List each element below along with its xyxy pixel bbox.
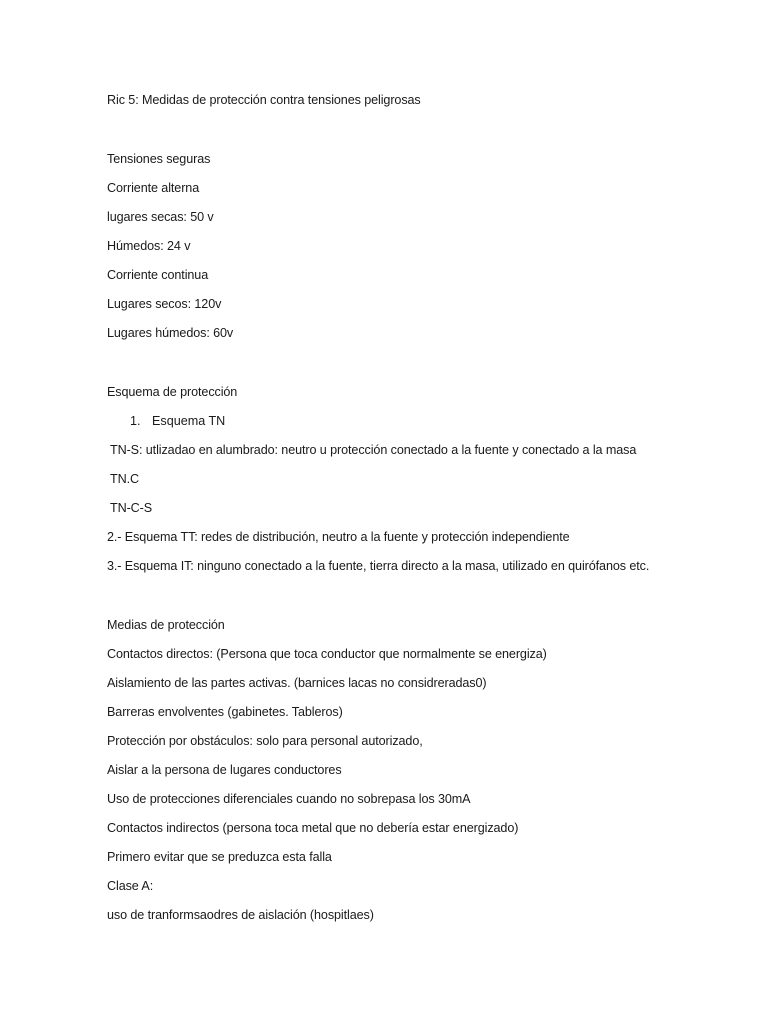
section-heading-esquema: Esquema de protección	[107, 385, 238, 399]
text-line: TN.C	[110, 472, 139, 486]
text-line: Lugares secos: 120v	[107, 297, 222, 311]
text-line: Uso de protecciones diferenciales cuando no sobrepasa los 30mA	[107, 792, 471, 806]
text-line: Lugares húmedos: 60v	[107, 326, 234, 340]
text-line: 2.- Esquema TT: redes de distribución, neutro a la fuente y protección independiente	[107, 530, 570, 544]
text-line: 3.- Esquema IT: ninguno conectado a la fuente, tierra directo a la masa, utilizado en quirófanos etc.	[107, 559, 650, 573]
text-line: uso de tranformsaodres de aislación (hospitlaes)	[107, 908, 374, 922]
list-number: 1.	[130, 414, 141, 428]
text-line: Corriente alterna	[107, 181, 200, 195]
text-line: Barreras envolventes (gabinetes. Tableros)	[107, 705, 343, 719]
section-heading-medidas: Medias de protección	[107, 618, 225, 632]
text-line: Corriente continua	[107, 268, 209, 282]
text-line: Contactos directos: (Persona que toca conductor que normalmente se energiza)	[107, 647, 547, 661]
text-line: Contactos indirectos (persona toca metal que no debería estar energizado)	[107, 821, 519, 835]
text-line: Primero evitar que se preduzca esta falla	[107, 850, 332, 864]
text-line: Protección por obstáculos: solo para personal autorizado,	[107, 734, 423, 748]
text-line: lugares secas: 50 v	[107, 210, 214, 224]
text-line: TN-S: utlizadao en alumbrado: neutro u protección conectado a la fuente y conectado a la masa	[110, 443, 637, 457]
list-item-text: Esquema TN	[152, 414, 226, 428]
text-line: Aislar a la persona de lugares conductores	[107, 763, 342, 777]
section-heading-tensiones: Tensiones seguras	[107, 152, 211, 166]
text-line: Aislamiento de las partes activas. (barnices lacas no considreradas0)	[107, 676, 487, 690]
text-line: Clase A:	[107, 879, 154, 893]
document-title: Ric 5: Medidas de protección contra tensiones peligrosas	[107, 93, 421, 107]
text-line: TN-C-S	[110, 501, 153, 515]
text-line: Húmedos: 24 v	[107, 239, 191, 253]
